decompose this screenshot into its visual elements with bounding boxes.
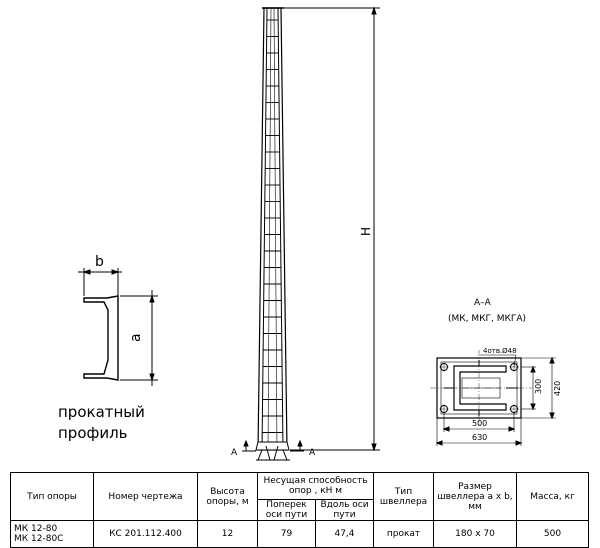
cell-mass: 500 — [517, 521, 589, 548]
dim-500-label: 500 — [472, 419, 488, 428]
spec-table — [10, 472, 589, 548]
section-mark-right: A — [309, 448, 316, 458]
header-height: Высота опоры, м — [198, 473, 258, 521]
cell-drawing-no: КС 201.112.400 — [94, 521, 198, 548]
cell-along: 47,4 — [316, 521, 374, 548]
profile-b-label: b — [95, 254, 104, 270]
header-drawing-no: Номер чертежа — [94, 473, 198, 521]
header-channel-size: Размер швеллера a x b, мм — [434, 473, 517, 521]
pole-rungs — [262, 20, 283, 433]
cell-channel-type: прокат — [374, 521, 434, 548]
channel-profile — [78, 268, 158, 386]
profile-caption-line1: прокатный — [58, 403, 145, 421]
header-type: Тип опоры — [11, 473, 94, 521]
profile-caption-line2: профиль — [58, 424, 128, 442]
header-along: Вдоль оси пути — [316, 500, 374, 521]
dim-420-label: 420 — [553, 380, 562, 396]
section-title: A–A — [474, 298, 491, 308]
cell-type — [11, 521, 94, 548]
header-channel-type: Тип швеллера — [374, 473, 434, 521]
cell-channel-size: 180 x 70 — [434, 521, 517, 548]
header-across: Поперек оси пути — [258, 500, 316, 521]
section-subtitle: (МК, МКГ, МКГА) — [448, 314, 527, 324]
section-aa — [430, 350, 556, 446]
holes-note: 4отв.Ø48 — [483, 347, 517, 355]
profile-a-label: a — [128, 333, 144, 342]
cell-type-1: МК 12-80 — [14, 524, 58, 534]
section-mark-left: A — [231, 448, 238, 458]
dim-300-label: 300 — [534, 378, 543, 394]
header-capacity: Несущая способность опор , кН м — [258, 473, 374, 500]
cell-height: 12 — [198, 521, 258, 548]
dim-630-label: 630 — [472, 433, 488, 442]
pole-h-label: H — [359, 226, 373, 236]
table-row — [11, 521, 589, 548]
profile-caption — [58, 402, 145, 444]
cell-across: 79 — [258, 521, 316, 548]
cell-type-2: МК 12-80С — [14, 534, 64, 544]
header-mass: Масса, кг — [517, 473, 589, 521]
pole-drawing — [256, 8, 290, 460]
